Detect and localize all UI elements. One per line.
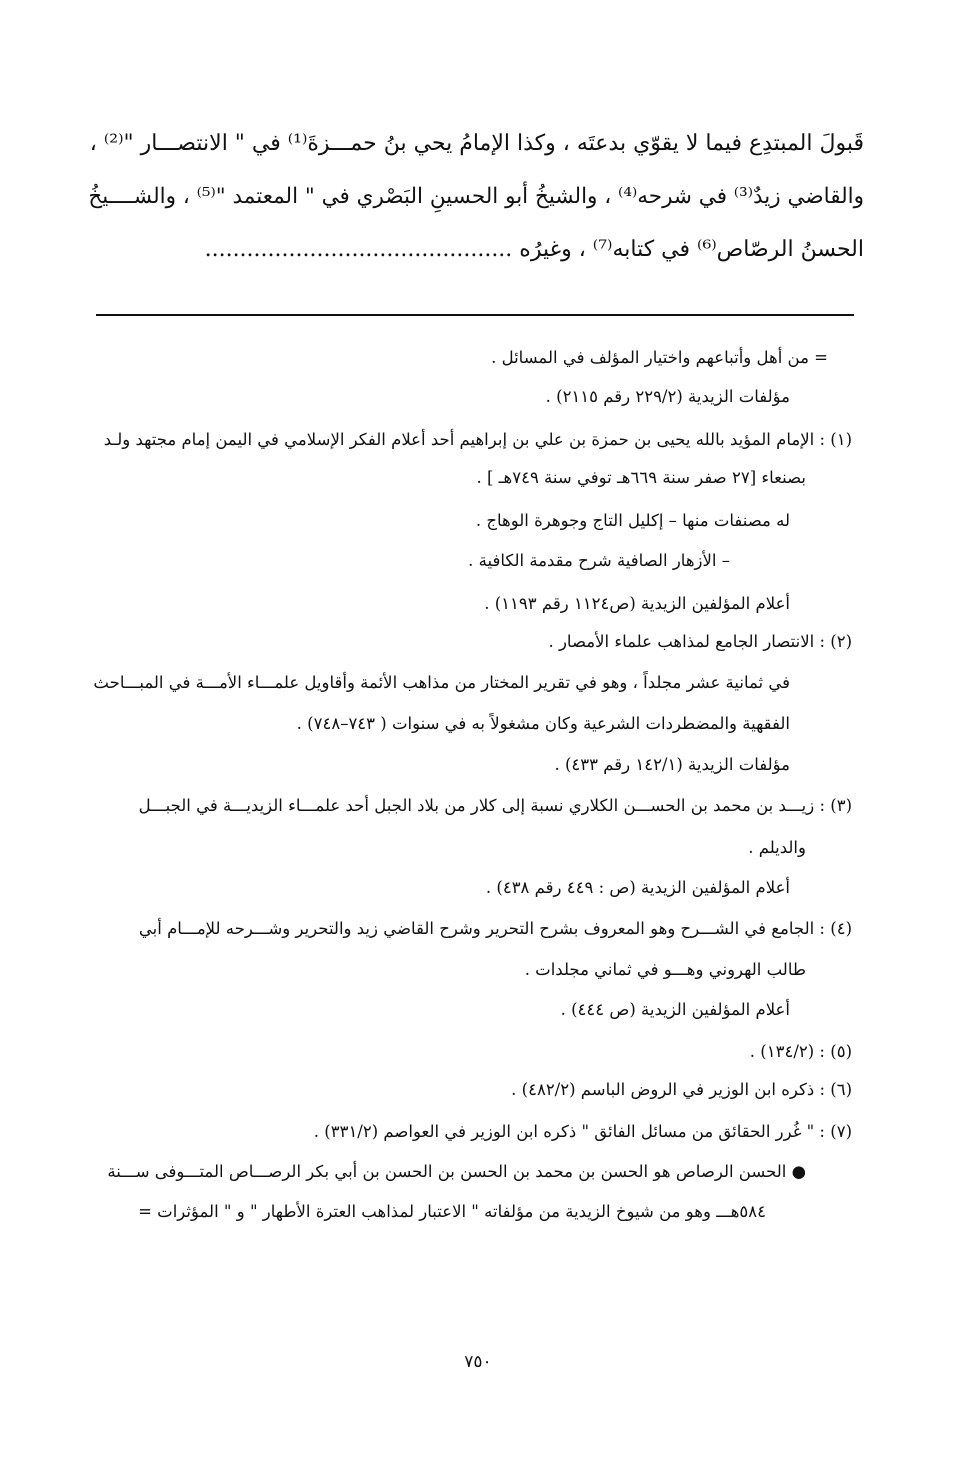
footnote-line: في ثمانية عشر مجلداً ، وهو في تقرير المختار من مذاهب الأئمة وأقاويل علمـــاء الأمـــة في المبـــاحث — [93, 673, 790, 692]
footnote-line: (١) : الإمام المؤيد بالله يحيى بن حمزة بن علي بن إبراهيم أحد أعلام الفكر الإسلامي في اليمن إمام مجتهد ولـد — [103, 430, 852, 449]
main-text-line: الحسنُ الرصّاص⁽⁶⁾ في كتابه⁽⁷⁾ ، وغيرُه ............................................ — [204, 237, 864, 262]
footnote-line: أعلام المؤلفين الزيدية (ص ٤٤٤) . — [560, 1000, 790, 1019]
footnote-line: = من أهل وأتباعهم واختيار المؤلف في المسائل . — [491, 348, 828, 367]
page-number: ٧٥٠ — [464, 1352, 492, 1372]
footnote-line: طالب الهروني وهـــو في ثماني مجلدات . — [524, 960, 806, 979]
footnote-line: مؤلفات الزيدية (١٤٢/١ رقم ٤٣٣) . — [554, 755, 790, 774]
footnote-line: له مصنفات منها – إكليل التاج وجوهرة الوهاج . — [475, 511, 790, 530]
footnote-line: أعلام المؤلفين الزيدية (ص١١٢٤ رقم ١١٩٣) . — [484, 594, 790, 613]
footnote-line: (٢) : الانتصار الجامع لمذاهب علماء الأمصار . — [548, 632, 852, 651]
main-text — [84, 117, 864, 276]
footnote-line: والديلم . — [748, 838, 806, 857]
footnote-line: ● الحسن الرصاص هو الحسن بن محمد بن الحسن بن الحسن بن أبي بكر الرصـــاص المتـــوفى ســـنة — [107, 1162, 806, 1181]
footnote-line: (٧) : " غُرر الحقائق من مسائل الفائق " ذكره ابن الوزير في العواصم (٣٣١/٢) . — [313, 1122, 852, 1141]
footnote-line: (٥) : (١٣٤/٢) . — [749, 1042, 852, 1061]
footnote-line: أعلام المؤلفين الزيدية (ص : ٤٤٩ رقم ٤٣٨) . — [485, 878, 790, 897]
footnote-line: (٦) : ذكره ابن الوزير في الروض الباسم (٤٨٢/٢) . — [511, 1080, 852, 1099]
footnote-line: الفقهية والمضطردات الشرعية وكان مشغولاً به في سنوات ( ٧٤٣–٧٤٨) . — [296, 714, 790, 733]
footnote-line: مؤلفات الزيدية (٢٢٩/٢ رقم ٢١١٥) . — [545, 387, 790, 406]
footnote-line: (٣) : زيـــد بن محمد بن الحســـن الكلاري نسبة إلى كلار من بلاد الجبل أحد علمـــاء الزيديـــة في الجبـــل — [138, 796, 852, 815]
footnote-separator — [96, 314, 854, 316]
main-text-line: قَبولَ المبتدِع فيما لا يقوّي بدعتَه ، وكذا الإمامُ يحي بنُ حمـــزةَ⁽¹⁾ في " الانتصـــار "⁽²⁾ ، — [89, 131, 864, 156]
footnote-line: – الأزهار الصافية شرح مقدمة الكافية . — [468, 551, 730, 570]
footnote-line: (٤) : الجامع في الشـــرح وهو المعروف بشرح التحرير وشرح القاضي زيد والتحرير وشـــرحه للإمـــام أبي — [138, 919, 852, 938]
footnote-line: ٥٨٤هـــ وهو من شيوخ الزيدية من مؤلفاته " الاعتبار لمذاهب العترة الأطهار " و " المؤثرات = — [138, 1202, 766, 1221]
main-text-line: والقاضي زيدٌ⁽³⁾ في شرحه⁽⁴⁾ ، والشيخُ أبو الحسينِ البَصْري في " المعتمد "⁽⁵⁾ ، والشــــيخُ — [88, 184, 864, 209]
footnote-line: بصنعاء [٢٧ صفر سنة ٦٦٩هـ توفي سنة ٧٤٩هـ ] . — [476, 468, 806, 487]
